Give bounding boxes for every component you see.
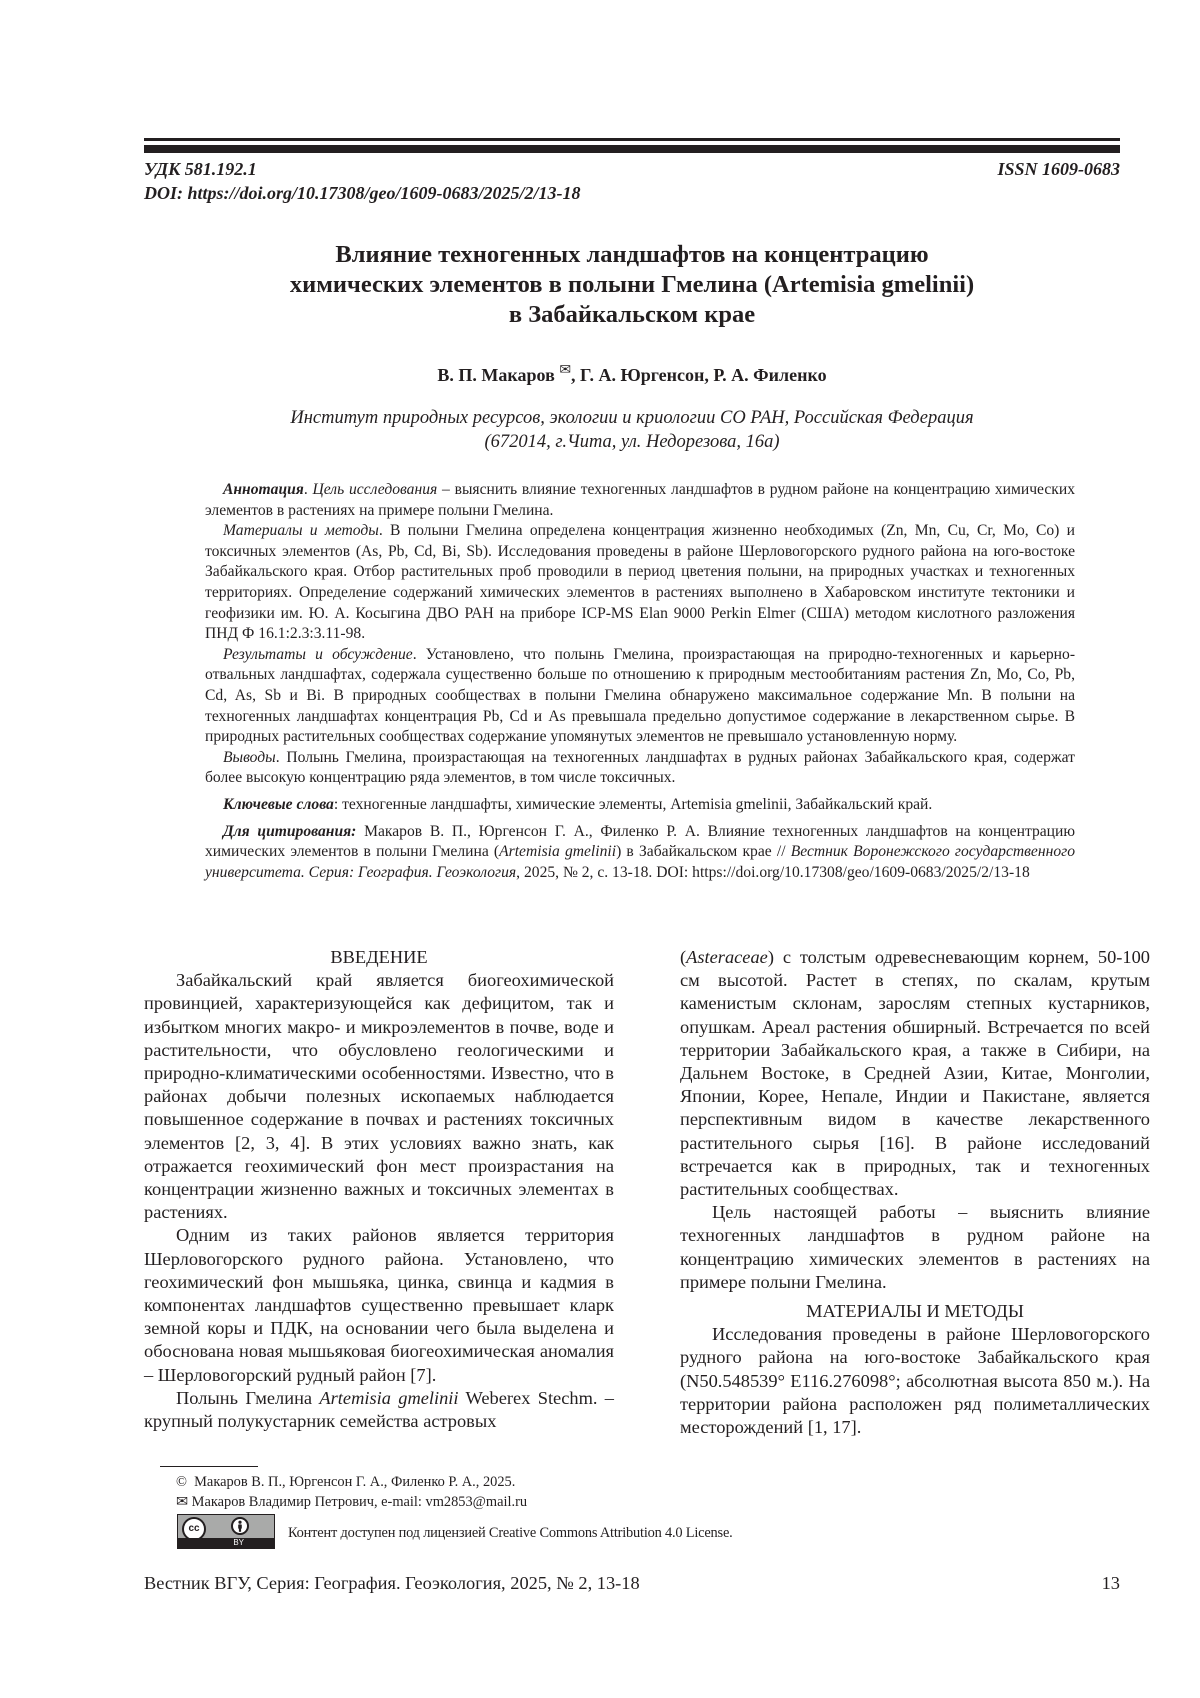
- copyright-note: [176, 1472, 515, 1492]
- udc-code: УДК 581.192.1: [144, 159, 257, 179]
- citation-doi[interactable]: , 2025, № 2, с. 13-18. DOI: https://doi.org/10.17308/geo/1609-0683/2025/2/13-18: [516, 863, 1030, 881]
- cc-icon: cc: [182, 1517, 206, 1541]
- citation-text: ) в Забайкальском крае //: [616, 843, 791, 861]
- keywords-text: : техногенные ландшафты, химические элементы, Artemisia gmelinii, Забайкальский край.: [333, 795, 933, 813]
- family-name: Asteraceae: [686, 947, 768, 967]
- contact-email[interactable]: Макаров Владимир Петрович, e-mail: vm2853@mail.ru: [191, 1494, 528, 1510]
- abstract-conclusions: [205, 748, 1075, 789]
- copyright-icon: ©: [176, 1474, 187, 1490]
- abstract-goal: Аннотация. Цель исследования – выяснить влияние техногенных ландшафтов в рудном районе на концентрацию химических элементов в растениях на примере полыни Гмелина.: [205, 481, 1076, 519]
- citation-journal: Вестник Воронежского государственного университета. Серия: География. Геоэкология: [205, 843, 1075, 881]
- coauthors: , Г. А. Юргенсон, Р. А. Филенко: [571, 365, 827, 385]
- section-heading-methods: МАТЕРИАЛЫ И МЕТОДЫ: [806, 1301, 1024, 1322]
- authors: [144, 359, 1120, 387]
- article-title: [144, 240, 1120, 330]
- paragraph: [144, 1387, 614, 1433]
- body-column-right: [680, 946, 1150, 1439]
- license-text: Контент доступен под лицензией Creative Commons Attribution 4.0 License.: [288, 1525, 733, 1541]
- title-line: химических элементов в полыни Гмелина (Artemisia gmelinii): [289, 271, 975, 298]
- copyright-text: Макаров В. П., Юргенсон Г. А., Филенко Р. А., 2025.: [194, 1474, 516, 1490]
- paragraph: Исследования проведены в районе Шерловогорского рудного района на юго-востоке Забайкальского края (N50.548539° E116.276098°; абсолютная высота 850 м.). На территории района расположен ряд полиметаллических месторождений [1, 17].: [680, 1324, 1150, 1438]
- species-name: Artemisia gmelinii: [319, 1387, 459, 1408]
- conclusions-text: . Полынь Гмелина, произрастающая на техногенных ландшафтах в рудных районах Забайкальского края, содержат более высокую концентрацию ряда элементов, в том числе токсичных.: [205, 748, 1075, 787]
- journal-footer: Вестник ВГУ, Серия: География. Геоэкология, 2025, № 2, 13-18: [144, 1573, 640, 1593]
- footnote-rule: [160, 1466, 258, 1467]
- results-label: Результаты и обсуждение: [223, 645, 413, 663]
- mail-icon: ✉: [559, 363, 572, 378]
- contact-note: [176, 1492, 527, 1512]
- results-text: . Установлено, что полынь Гмелина, произрастающая на природно-техногенных и карьерно-отвальных ландшафтах, содержала существенно больше по отношению к природным местообитаниям растения Zn, Mo, Co, Pb, Cd, As, Sb и Bi. В природных сообществах в полыни Гмелина обнаружено максимальное содержание Mn. В полыни на техногенных ландшафтах концентрация Pb, Cd и As превышала предельно допустимое содержание в лекарственном сырье. В природных растительных сообществах содержание упомянутых элементов не превышало установленную норму.: [205, 645, 1076, 746]
- citation: [205, 822, 1075, 884]
- paragraph: Цель настоящей работы – выяснить влияние техногенных ландшафтов в рудном районе на концентрацию химических элементов в растениях на примере полыни Гмелина.: [680, 1202, 1150, 1292]
- citation-label: Для цитирования:: [223, 822, 357, 840]
- paragraph-text: Weberex Stechm. – крупный полукустарник семейства астровых: [144, 1387, 614, 1432]
- title-line: в Забайкальском крае: [508, 301, 756, 328]
- section-heading-introduction: ВВЕДЕНИЕ: [330, 947, 428, 967]
- methods-label: Материалы и методы: [223, 522, 379, 540]
- cc-by-license-badge[interactable]: [177, 1514, 275, 1549]
- abstract-methods: [205, 521, 1075, 645]
- abstract: [205, 480, 1075, 883]
- title-line: Влияние техногенных ландшафтов на концентрацию: [335, 241, 929, 268]
- keywords: [205, 795, 1075, 816]
- methods-text: . В полыни Гмелина определена концентрация жизненно необходимых (Zn, Mn, Cu, Cr, Mo, Co) и токсичных элементов (As, Pb, Cd, Bi, Sb). Исследования проведены в районе Шерловогорского рудного района на юго-востоке Забайкальского края. Отбор растительных проб проводили в период цветения полыни, на природных участках и техногенных территориях. Определение содержаний химических элементов в растениях выполнено в Хабаровском институте тектоники и геофизики им. Ю. А. Косыгина ДВО РАН на приборе ICP-MS Elan 9000 Perkin Elmer (США) методом кислотного разложения ПНД Ф 16.1:2.3:3.11-98.: [205, 522, 1076, 643]
- doi: DOI: https://doi.org/10.17308/geo/1609-0683/2025/2/13-18: [144, 183, 581, 203]
- attribution-person-icon: [231, 1517, 249, 1535]
- paragraph-text: Полынь Гмелина: [176, 1387, 320, 1408]
- affiliation-line: Институт природных ресурсов, экологии и криологии СО РАН, Российская Федерация: [290, 408, 974, 428]
- paragraph: Забайкальский край является биогеохимической провинцией, характеризующейся как дефицитом, так и избытком многих макро- и микроэлементов в почве, воде и растительности, что обусловлено геологическими и природно-климатическими особенностями. Известно, что в районах добычи полезных ископаемых наблюдается повышенное содержание в почвах и растениях токсичных элементов [2, 3, 4]. В этих условиях важно знать, как отражается геохимический фон мест произрастания на концентрации жизненно важных и токсичных элементах в растениях.: [144, 970, 614, 1223]
- mail-icon: ✉: [176, 1494, 189, 1510]
- author-name: В. П. Макаров: [437, 365, 555, 385]
- issn: ISSN 1609-0683: [997, 159, 1120, 179]
- citation-text: Макаров В. П., Юргенсон Г. А., Филенко Р. А. Влияние техногенных ландшафтов на концентрацию химических элементов в полыни Гмелина (: [205, 822, 1076, 861]
- conclusions-label: Выводы: [223, 748, 276, 766]
- paragraph: (Asteraceae) с толстым одревесневающим корнем, 50-100 см высотой. Растет в степях, по скалам, крутым каменистым склонам, зарослям степных кустарников, опушкам. Ареал растения обширный. Встречается по всей территории Забайкальского края, а также в Сибири, на Дальнем Востоке, в Средней Азии, Китае, Монголии, Японии, Корее, Непале, Индии и Пакистане, является перспективным видом в качестве лекарственного растительного сырья [16]. В районе исследований встречается как в природных, так и техногенных растительных сообществах.: [680, 947, 1150, 1200]
- paragraph-text: ) с толстым одревесневающим корнем, 50-100 см высотой. Растет в степях, по скалам, крутым каменистым склонам, зарослям степных кустарников, опушкам. Ареал растения обширный. Встречается по всей территории Забайкальского края, а также в Сибири, на Дальнем Востоке, в Средней Азии, Китае, Монголии, Японии, Корее, Непале, Индии и Пакистане, является перспективным видом в качестве лекарственного растительного сырья [16]. В районе исследований встречается как в природных, так и техногенных растительных сообществах.: [680, 947, 1150, 1200]
- goal-label: Цель исследования: [312, 481, 438, 498]
- keywords-label: Ключевые слова: [223, 795, 334, 813]
- affiliation: [144, 406, 1120, 454]
- body-column-left: [144, 946, 614, 1433]
- abstract-label: Аннотация: [223, 481, 304, 498]
- affiliation-line: (672014, г.Чита, ул. Недорезова, 16а): [484, 432, 780, 452]
- header-rule-thick: [144, 145, 1120, 153]
- goal-text: – выяснить влияние техногенных ландшафтов в рудном районе на концентрацию химических элементов в растениях на примере полыни Гмелина.: [205, 481, 1076, 519]
- page-number: 13: [1101, 1573, 1120, 1593]
- header-rule-thin: [144, 138, 1120, 141]
- abstract-results: [205, 645, 1075, 748]
- by-label: BY: [178, 1538, 274, 1548]
- paragraph: Одним из таких районов является территория Шерловогорского рудного района. Установлено, что геохимический фон мышьяка, цинка, свинца и кадмия в компонентах ландшафтов существенно превышает кларк земной коры и ПДК, на основании чего была выделена и обоснована новая мышьяковая биогеохимическая аномалия – Шерловогорский рудный район [7].: [144, 1225, 614, 1385]
- citation-species: Artemisia gmelinii: [499, 843, 617, 861]
